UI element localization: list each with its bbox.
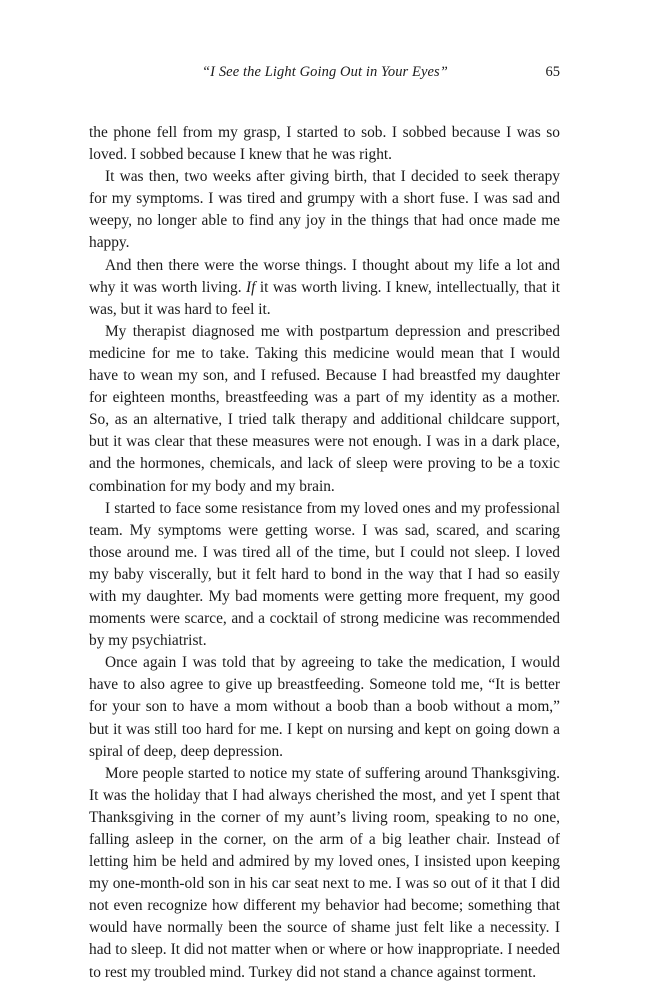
paragraph: More people started to notice my state of suffering around Thanksgiving. It was the holiday that I had always cherished the most, and yet I spent that Thanksgiving in the corner of my aunt’s living room, speaking to no one, falling asleep in the corner, on the arm of a big leather chair. Instead of letting him be held and admired by my loved ones, I insisted upon keeping my one-month-old son in his car seat next to me. I was so out of it that I did not even recognize how different my behavior had become; something that would have normally been the source of shame just felt like a necessity. I had to sleep. It did not matter when or where or how inappropriate. I needed to rest my troubled mind. Turkey did not stand a chance against torment.	[89, 764, 560, 981]
paragraph: My therapist diagnosed me with postpartum depression and prescribed medicine for me to take. Taking this medicine would mean that I would have to wean my son, and I refused. Because I had breastfed my daughter for eighteen months, breastfeeding was a part of my identity as a mother. So, as an alternative, I tried talk therapy and additional childcare support, but it was clear that these measures were not enough. I was in a dark place, and the hormones, chemicals, and lack of sleep were proving to be a toxic combination for my body and my brain.	[89, 322, 560, 495]
page-number: 65	[545, 64, 560, 80]
paragraph-continued: the phone fell from my grasp, I started to sob. I sobbed because I was so loved. I sobbed because I knew that he was right.	[89, 124, 560, 164]
paragraph: Once again I was told that by agreeing to take the medication, I would have to also agree to give up breastfeeding. Someone told me, “It is better for your son to have a mom without a boob than a boob without a mom,” but it was still too hard for me. I kept on nursing and kept on going down a spiral of deep, deep depression.	[89, 654, 560, 760]
paragraph: I started to face some resistance from my loved ones and my professional team. My symptoms were getting worse. I was sad, scared, and scaring those around me. I was tired all of the time, but I could not sleep. I loved my baby viscerally, but it felt hard to bond in the way that I had so easily with my daughter. My bad moments were getting more frequent, my good moments were scarce, and a cocktail of strong medicine was recommended by my psychiatrist.	[89, 499, 560, 650]
paragraph-text: And then there were the worse things. I thought about my life a lot and why it was worth living.	[89, 256, 560, 296]
paragraph-text: it was worth living. I knew, intellectually, that it was, but it was hard to feel it.	[89, 278, 560, 318]
running-title: “I See the Light Going Out in Your Eyes”	[202, 64, 448, 80]
paragraph	[89, 255, 560, 321]
paragraph: It was then, two weeks after giving birth, that I decided to seek therapy for my symptoms. I was tired and grumpy with a short fuse. I was sad and weepy, no longer able to find any joy in the things that had once made me happy.	[89, 168, 560, 252]
body-text	[89, 122, 560, 984]
running-head	[90, 64, 560, 86]
emphasis-text: If	[246, 278, 256, 296]
